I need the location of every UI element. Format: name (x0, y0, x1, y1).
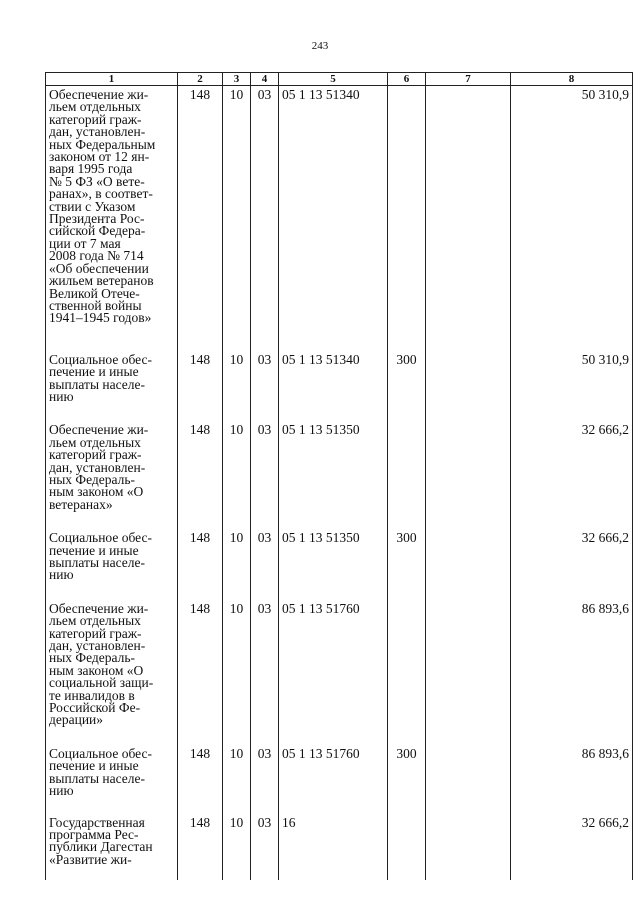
admin-code-cell: 148 (178, 86, 223, 351)
table-row (46, 745, 633, 814)
admin-code-cell: 148 (178, 421, 223, 529)
table-row (46, 814, 633, 880)
column-header-8: 8 (511, 73, 633, 86)
expense-type-cell (388, 86, 426, 351)
table-row (46, 421, 633, 529)
column-header-1: 1 (46, 73, 178, 86)
expense-type-cell (388, 421, 426, 529)
column-7-cell (426, 529, 511, 600)
amount-cell: 32 666,2 (511, 814, 633, 880)
amount-cell: 86 893,6 (511, 745, 633, 814)
target-article-cell: 05 1 13 51340 (279, 351, 388, 422)
section-code-cell: 10 (223, 86, 251, 351)
column-7-cell (426, 351, 511, 422)
target-article-cell: 16 (279, 814, 388, 880)
section-code-cell: 10 (223, 421, 251, 529)
column-7-cell (426, 814, 511, 880)
row-name-cell: Социальное обес- печение и иные выплаты населе- нию (46, 351, 178, 422)
expense-type-cell (388, 814, 426, 880)
column-7-cell (426, 421, 511, 529)
column-7-cell (426, 86, 511, 351)
column-header-3: 3 (223, 73, 251, 86)
admin-code-cell: 148 (178, 600, 223, 745)
column-header-4: 4 (251, 73, 279, 86)
table-body (46, 86, 633, 880)
target-article-cell: 05 1 13 51760 (279, 745, 388, 814)
header-row (46, 73, 633, 86)
expense-type-cell: 300 (388, 529, 426, 600)
amount-cell: 32 666,2 (511, 529, 633, 600)
row-name-cell: Обеспечение жи- льем отдельных категорий граж- дан, установлен- ных Федераль- ным законом «О социальной защи- те инвалидов в Российской Фе- дерации» (46, 600, 178, 745)
subsection-code-cell: 03 (251, 745, 279, 814)
row-name-cell: Обеспечение жи- льем отдельных категорий граж- дан, установлен- ных Федераль- ным законом «О ветеранах» (46, 421, 178, 529)
target-article-cell: 05 1 13 51340 (279, 86, 388, 351)
subsection-code-cell: 03 (251, 421, 279, 529)
target-article-cell: 05 1 13 51350 (279, 421, 388, 529)
page-number: 243 (311, 40, 329, 52)
table-row (46, 351, 633, 422)
column-header-2: 2 (178, 73, 223, 86)
amount-cell: 86 893,6 (511, 600, 633, 745)
amount-cell: 50 310,9 (511, 351, 633, 422)
column-7-cell (426, 600, 511, 745)
section-code-cell: 10 (223, 745, 251, 814)
subsection-code-cell: 03 (251, 600, 279, 745)
section-code-cell: 10 (223, 814, 251, 880)
section-code-cell: 10 (223, 529, 251, 600)
subsection-code-cell: 03 (251, 814, 279, 880)
amount-cell: 50 310,9 (511, 86, 633, 351)
subsection-code-cell: 03 (251, 351, 279, 422)
target-article-cell: 05 1 13 51760 (279, 600, 388, 745)
admin-code-cell: 148 (178, 814, 223, 880)
table-row (46, 86, 633, 351)
subsection-code-cell: 03 (251, 86, 279, 351)
expense-type-cell (388, 600, 426, 745)
table-row (46, 600, 633, 745)
admin-code-cell: 148 (178, 745, 223, 814)
table-row (46, 529, 633, 600)
column-header-6: 6 (388, 73, 426, 86)
amount-cell: 32 666,2 (511, 421, 633, 529)
subsection-code-cell: 03 (251, 529, 279, 600)
column-7-cell (426, 745, 511, 814)
expense-type-cell: 300 (388, 745, 426, 814)
section-code-cell: 10 (223, 351, 251, 422)
target-article-cell: 05 1 13 51350 (279, 529, 388, 600)
section-code-cell: 10 (223, 600, 251, 745)
row-name-cell: Социальное обес- печение и иные выплаты населе- нию (46, 745, 178, 814)
budget-table (45, 72, 633, 880)
expense-type-cell: 300 (388, 351, 426, 422)
admin-code-cell: 148 (178, 529, 223, 600)
row-name-cell: Обеспечение жи- льем отдельных категорий граж- дан, установлен- ных Федеральным законом от 12 ян- варя 1995 года № 5 ФЗ «О вете- ранах», в соответ- ствии с Указом Президента Рос- сийской Федера- ции от 7 мая 2008 года № 714 «Об обеспечении жильем ветеранов Великой Отече- ственной войны 1941–1945 годов» (46, 86, 178, 351)
row-name-cell: Социальное обес- печение и иные выплаты населе- нию (46, 529, 178, 600)
column-header-7: 7 (426, 73, 511, 86)
column-header-5: 5 (279, 73, 388, 86)
row-name-cell: Государственная программа Рес- публики Дагестан «Развитие жи- (46, 814, 178, 880)
admin-code-cell: 148 (178, 351, 223, 422)
